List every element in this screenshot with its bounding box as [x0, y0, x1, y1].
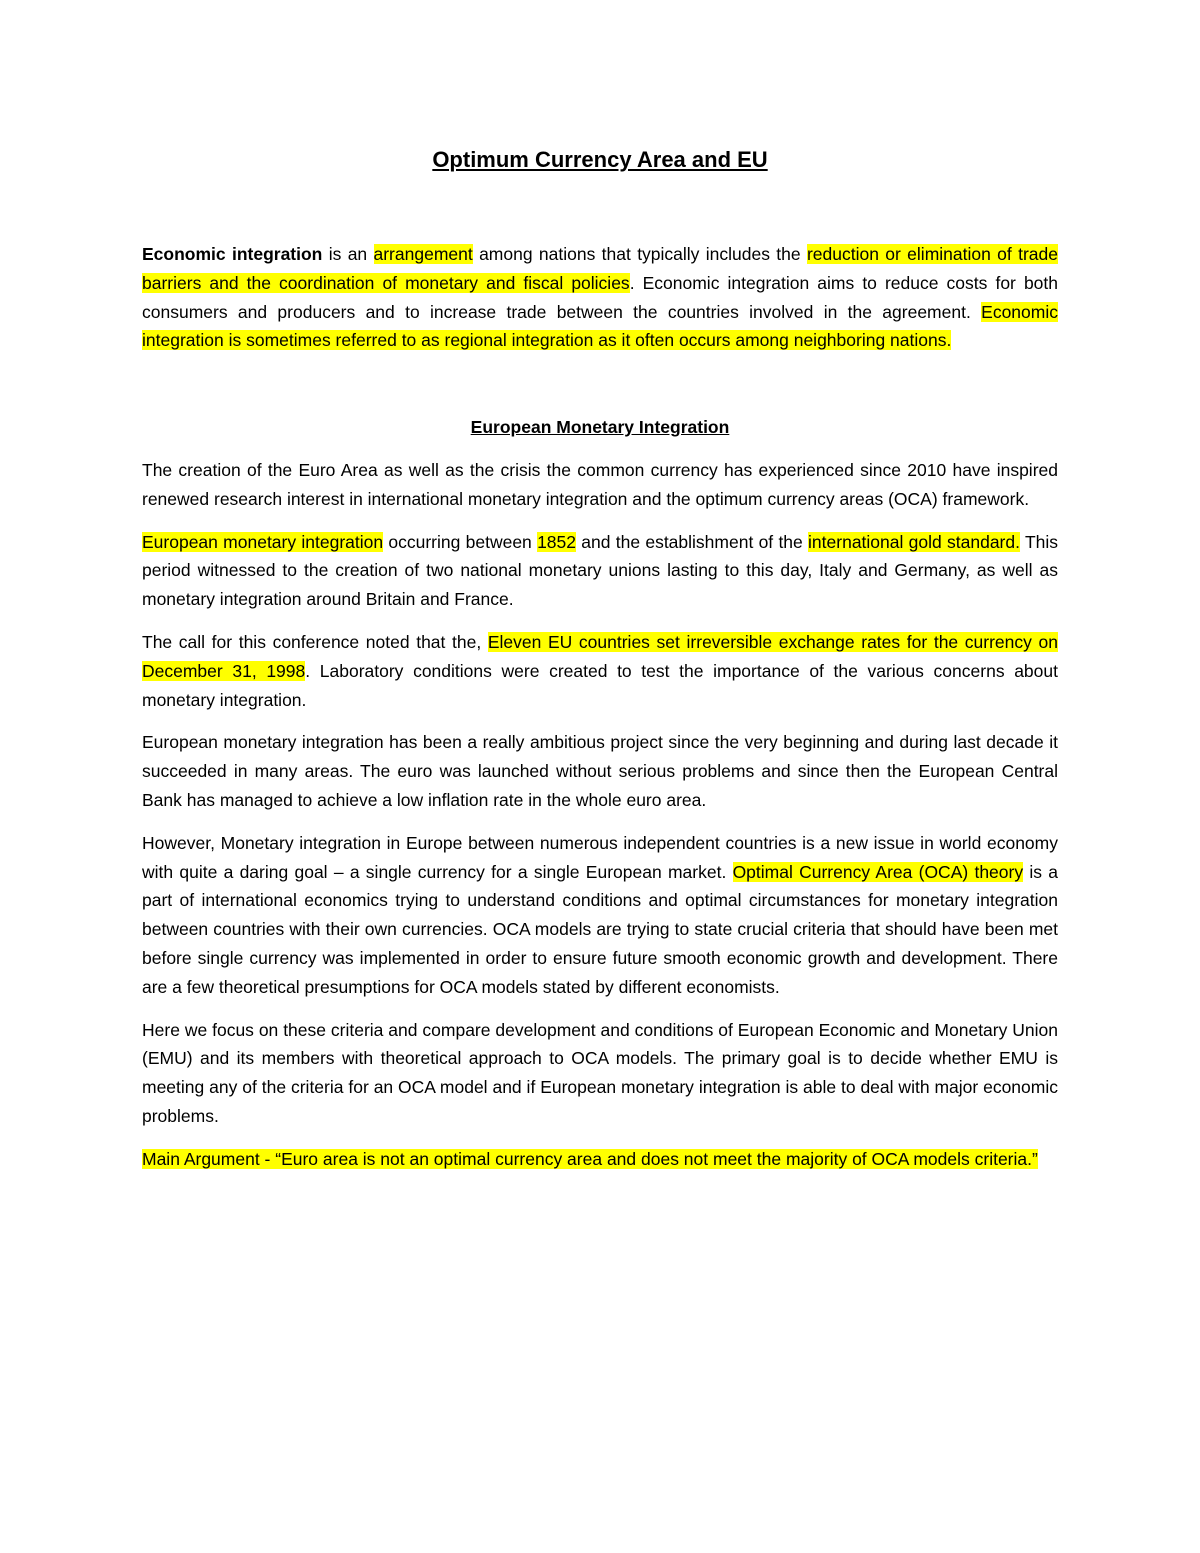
section-heading: European Monetary Integration	[470, 417, 730, 438]
paragraph-euro-area-creation: The creation of the Euro Area as well as the crisis the common currency has experienced since 2010 have inspired renewed research interest in international monetary integration and the optimum currency areas (OCA) framework.	[142, 459, 1058, 509]
highlighted-text: Main Argument - “Euro area is not an optimal currency area and does not meet the majority of OCA models criteria.”	[142, 1148, 1038, 1169]
text-run: is a part of international economics trying to understand conditions and optimal circumstances for monetary integration between countries with their own currencies. OCA models are trying to state crucial criteria that should have been met before single currency was implemented in order to ensure future smooth economic growth and development. There are a few theoretical presumptions for OCA models stated by different economists.	[142, 861, 1058, 997]
highlighted-text: international gold standard.	[808, 531, 1020, 552]
text-run: However, Monetary integration in Europe between numerous independent countries is a new issue in world economy with quite a daring goal – a single currency for a single European market.	[142, 832, 1058, 882]
intro-paragraph	[142, 240, 1058, 355]
highlighted-text: European monetary integration	[142, 531, 384, 552]
paragraph-history	[142, 528, 1058, 614]
text-run: . Laboratory conditions were created to test the importance of the various concerns about monetary integration.	[142, 660, 1058, 710]
page-title: Optimum Currency Area and EU	[432, 147, 768, 172]
highlighted-text: arrangement	[373, 244, 473, 264]
text-run: . Economic integration aims to reduce costs for both consumers and producers and to increase trade between the countries involved in the agreement.	[142, 272, 1059, 322]
text-run: is an	[322, 244, 374, 264]
text-run: The call for this conference noted that the,	[142, 631, 488, 652]
highlighted-text: 1852	[537, 531, 576, 552]
paragraph-ambitious-project: European monetary integration has been a really ambitious project since the very beginning and during last decade it succeeded in many areas. The euro was launched without serious problems and since then the European Central Bank has managed to achieve a low inflation rate in the whole euro area.	[142, 732, 1058, 810]
paragraph-conference	[142, 628, 1058, 714]
highlighted-text: Optimal Currency Area (OCA) theory	[732, 861, 1024, 882]
highlighted-text: Economic integration is sometimes referred to as regional integration as it often occurs among neighboring nations.	[142, 301, 1058, 351]
document-body	[142, 140, 1058, 1188]
text-run: occurring between	[383, 531, 538, 552]
highlighted-text: reduction or elimination of trade barriers and the coordination of monetary and fiscal policies	[142, 244, 1058, 293]
paragraph-focus: Here we focus on these criteria and compare development and conditions of European Economic and Monetary Union (EMU) and its members with theoretical approach to OCA models. The primary goal is to decide whether EMU is meeting any of the criteria for an OCA model and if European monetary integration is able to deal with major economic problems.	[142, 1019, 1058, 1126]
text-run: This period witnessed to the creation of two national monetary unions lasting to this day, Italy and Germany, as well as monetary integration around Britain and France.	[142, 531, 1058, 610]
text-run: and the establishment of the	[576, 531, 809, 552]
paragraph-oca-theory	[142, 829, 1058, 1002]
text-run: among nations that typically includes the	[472, 244, 807, 264]
bold-term: Economic integration	[142, 244, 323, 264]
paragraph-main-argument	[142, 1145, 1058, 1174]
highlighted-text: Eleven EU countries set irreversible exchange rates for the currency on December 31, 1998	[142, 631, 1058, 681]
